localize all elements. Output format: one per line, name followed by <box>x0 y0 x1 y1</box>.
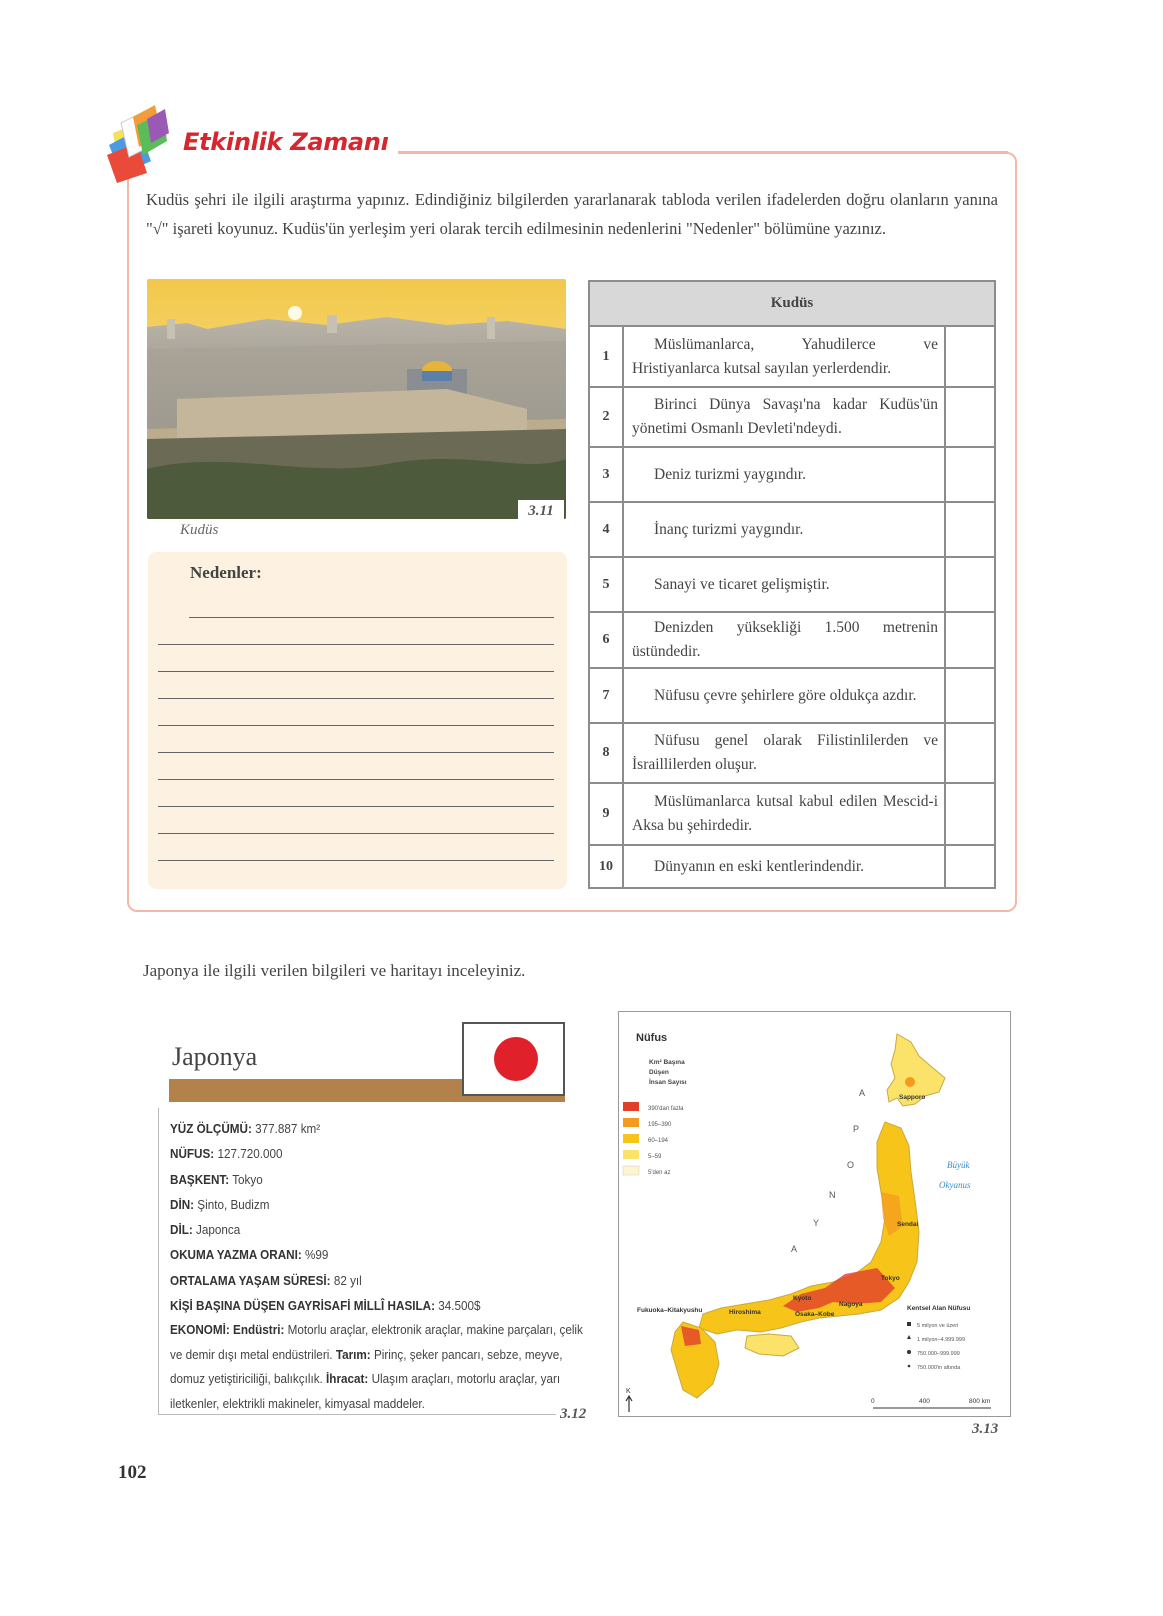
activity-fan-icon <box>103 103 175 187</box>
legend-label: 5–59 <box>648 1154 662 1160</box>
sea-letter: O <box>847 1160 855 1170</box>
row-statement: İnanç turizmi yaygındır. <box>623 502 945 557</box>
row-statement: Birinci Dünya Savaşı'na kadar Kudüs'ün yönetimi Osmanlı Devleti'ndeydi. <box>623 387 945 447</box>
reason-line[interactable] <box>189 617 554 618</box>
page-number: 102 <box>118 1462 147 1483</box>
table-row <box>589 387 995 447</box>
population-map <box>618 1011 1011 1417</box>
japan-flag <box>462 1022 565 1096</box>
row-statement: Müslümanlarca, Yahudilerce ve Hristiyanlarca kutsal sayılan yerlerdendir. <box>623 326 945 387</box>
sea-letter: A <box>859 1088 866 1098</box>
scale-label: 0 <box>871 1398 875 1405</box>
check-cell[interactable] <box>945 845 995 888</box>
sea-letter: P <box>853 1124 860 1134</box>
flag-sun-icon <box>494 1037 538 1081</box>
check-cell[interactable] <box>945 557 995 612</box>
reasons-title: Nedenler: <box>190 563 262 582</box>
urban-legend-label: 1 milyon–4.999.999 <box>917 1337 966 1343</box>
row-number: 10 <box>589 845 623 888</box>
legend-swatch <box>623 1166 639 1175</box>
legend-label: 195–390 <box>648 1122 672 1128</box>
photo-caption: Kudüs <box>180 522 219 538</box>
fact-religion: DİN: Şinto, Budizm <box>170 1196 270 1212</box>
reason-line[interactable] <box>158 698 554 699</box>
shikoku-region <box>745 1334 799 1356</box>
urban-legend-label: 5 milyon ve üzeri <box>917 1323 959 1329</box>
city-label: Sendai <box>897 1221 919 1228</box>
japan-intro: Japonya ile ilgili verilen bilgileri ve haritayı inceleyiniz. <box>143 961 526 980</box>
table-row <box>589 447 995 502</box>
sea-letter: N <box>829 1190 836 1200</box>
fact-language: DİL: Japonca <box>170 1222 241 1238</box>
sea-letter: A <box>791 1244 798 1254</box>
sea-letter: Y <box>813 1218 820 1228</box>
city-label: Osaka–Kobe <box>795 1311 835 1318</box>
legend-label: 60–194 <box>648 1138 669 1144</box>
table-row <box>589 326 995 387</box>
map-number: 3.13 <box>972 1421 999 1437</box>
check-cell[interactable] <box>945 447 995 502</box>
legend-label: 390'dan fazla <box>648 1106 684 1112</box>
fact-capital: BAŞKENT: Tokyo <box>170 1171 263 1187</box>
map-subtitle: İnsan Sayısı <box>649 1079 687 1086</box>
kudus-table <box>588 280 996 889</box>
reason-line[interactable] <box>158 671 554 672</box>
row-number: 9 <box>589 783 623 845</box>
fact-gdp-per-capita: KİŞİ BAŞINA DÜŞEN GAYRİSAFİ MİLLÎ HASILA: 34.500$ <box>170 1298 481 1314</box>
header-rule <box>398 151 1008 153</box>
row-statement: Müslümanlarca kutsal kabul edilen Mescid-i Aksa bu şehirdedir. <box>623 783 945 845</box>
urban-legend-label: 750.000–999.999 <box>917 1351 960 1357</box>
urban-marker <box>907 1322 911 1326</box>
city-label: Tokyo <box>881 1275 900 1282</box>
row-statement: Dünyanın en eski kentlerindendir. <box>623 845 945 888</box>
table-row <box>589 845 995 888</box>
legend-swatch <box>623 1102 639 1111</box>
table-header: Kudüs <box>589 281 995 326</box>
row-statement: Nüfusu çevre şehirlere göre oldukça azdır. <box>623 668 945 723</box>
row-statement: Nüfusu genel olarak Filistinlilerden ve İsraillilerden oluşur. <box>623 723 945 783</box>
check-cell[interactable] <box>945 387 995 447</box>
check-cell[interactable] <box>945 612 995 668</box>
scale-label: 800 km <box>969 1398 991 1405</box>
north-arrow-icon <box>626 1396 632 1412</box>
table-row <box>589 723 995 783</box>
activity-intro: Kudüs şehri ile ilgili araştırma yapınız. Edindiğiniz bilgilerden yararlanarak tabloda verilen ifadelerden doğru olanların yanına "√" işareti koyunuz. Kudüs'ün yerleşim yeri olarak tercih edilmesinin nedenlerini "Nedenler" bölümüne yazınız. <box>146 190 998 238</box>
japan-map-svg <box>619 1012 1010 1416</box>
row-statement: Deniz turizmi yaygındır. <box>623 447 945 502</box>
legend-label: 5'den az <box>648 1170 671 1176</box>
city-label: Fukuoka–Kitakyushu <box>637 1307 703 1314</box>
city-label: Hiroshima <box>729 1309 761 1316</box>
row-statement: Sanayi ve ticaret gelişmiştir. <box>623 557 945 612</box>
urban-marker <box>907 1350 911 1354</box>
info-number: 3.12 <box>560 1406 587 1422</box>
row-number: 6 <box>589 612 623 668</box>
row-number: 5 <box>589 557 623 612</box>
check-cell[interactable] <box>945 326 995 387</box>
reason-line[interactable] <box>158 860 554 861</box>
reasons-box <box>148 552 567 889</box>
check-cell[interactable] <box>945 783 995 845</box>
table-row <box>589 612 995 668</box>
fact-population: NÜFUS: 127.720.000 <box>170 1146 283 1162</box>
fact-area: YÜZ ÖLÇÜMÜ: 377.887 km² <box>170 1121 321 1136</box>
urban-marker <box>908 1365 911 1368</box>
fact-literacy: OKUMA YAZMA ORANI: %99 <box>170 1247 329 1263</box>
row-number: 3 <box>589 447 623 502</box>
row-number: 8 <box>589 723 623 783</box>
japan-name: Japonya <box>172 1042 258 1071</box>
reason-line[interactable] <box>158 644 554 645</box>
map-title: Nüfus <box>636 1032 668 1044</box>
activity-title: Etkinlik Zamanı <box>183 128 389 156</box>
city-label: Nagoya <box>839 1301 863 1308</box>
legend-swatch <box>623 1134 639 1143</box>
row-number: 2 <box>589 387 623 447</box>
north-label: K <box>626 1388 631 1395</box>
reason-line[interactable] <box>158 752 554 753</box>
legend-swatch <box>623 1118 639 1127</box>
urban-legend-label: 750.000'in altında <box>917 1365 961 1371</box>
fact-life-expectancy: ORTALAMA YAŞAM SÜRESİ: 82 yıl <box>170 1272 362 1288</box>
row-number: 4 <box>589 502 623 557</box>
table-row <box>589 557 995 612</box>
row-number: 1 <box>589 326 623 387</box>
photo-number: 3.11 <box>518 500 564 522</box>
density-blob <box>905 1077 915 1087</box>
jerusalem-photo <box>147 279 566 519</box>
urban-marker <box>907 1335 911 1339</box>
table-row <box>589 668 995 723</box>
map-subtitle: Km² Başına <box>649 1059 685 1066</box>
table-row <box>589 783 995 845</box>
reason-line[interactable] <box>158 833 554 834</box>
city-label: Sapporo <box>899 1094 926 1101</box>
row-number: 7 <box>589 668 623 723</box>
legend-swatch <box>623 1150 639 1159</box>
reason-line[interactable] <box>158 725 554 726</box>
ocean-label: Büyük <box>947 1160 970 1170</box>
check-cell[interactable] <box>945 668 995 723</box>
urban-legend-title: Kentsel Alan Nüfusu <box>907 1305 971 1312</box>
info-border-left <box>158 1108 159 1415</box>
map-subtitle: Düşen <box>649 1069 669 1076</box>
check-cell[interactable] <box>945 723 995 783</box>
row-statement: Denizden yüksekliği 1.500 metrenin üstündedir. <box>623 612 945 668</box>
check-cell[interactable] <box>945 502 995 557</box>
table-row <box>589 502 995 557</box>
scale-label: 400 <box>919 1398 930 1405</box>
reason-line[interactable] <box>158 806 554 807</box>
ocean-label: Okyanus <box>939 1180 971 1190</box>
reason-line[interactable] <box>158 779 554 780</box>
fact-economy: EKONOMİ: Endüstri: Motorlu araçlar, elektronik araçlar, makine parçaları, çelik ve demir dışı metal endüstrileri. Tarım: Pirinç, şeker pancarı, sebze, meyve, domuz yetiştiriciliği, balıkçılık. İhracat: Ulaşım araçları, motorlu araçlar, yarı iletkenler, elektrikli makineler, kimyasal maddeler. <box>170 1322 583 1411</box>
city-label: Kyoto <box>793 1295 812 1302</box>
